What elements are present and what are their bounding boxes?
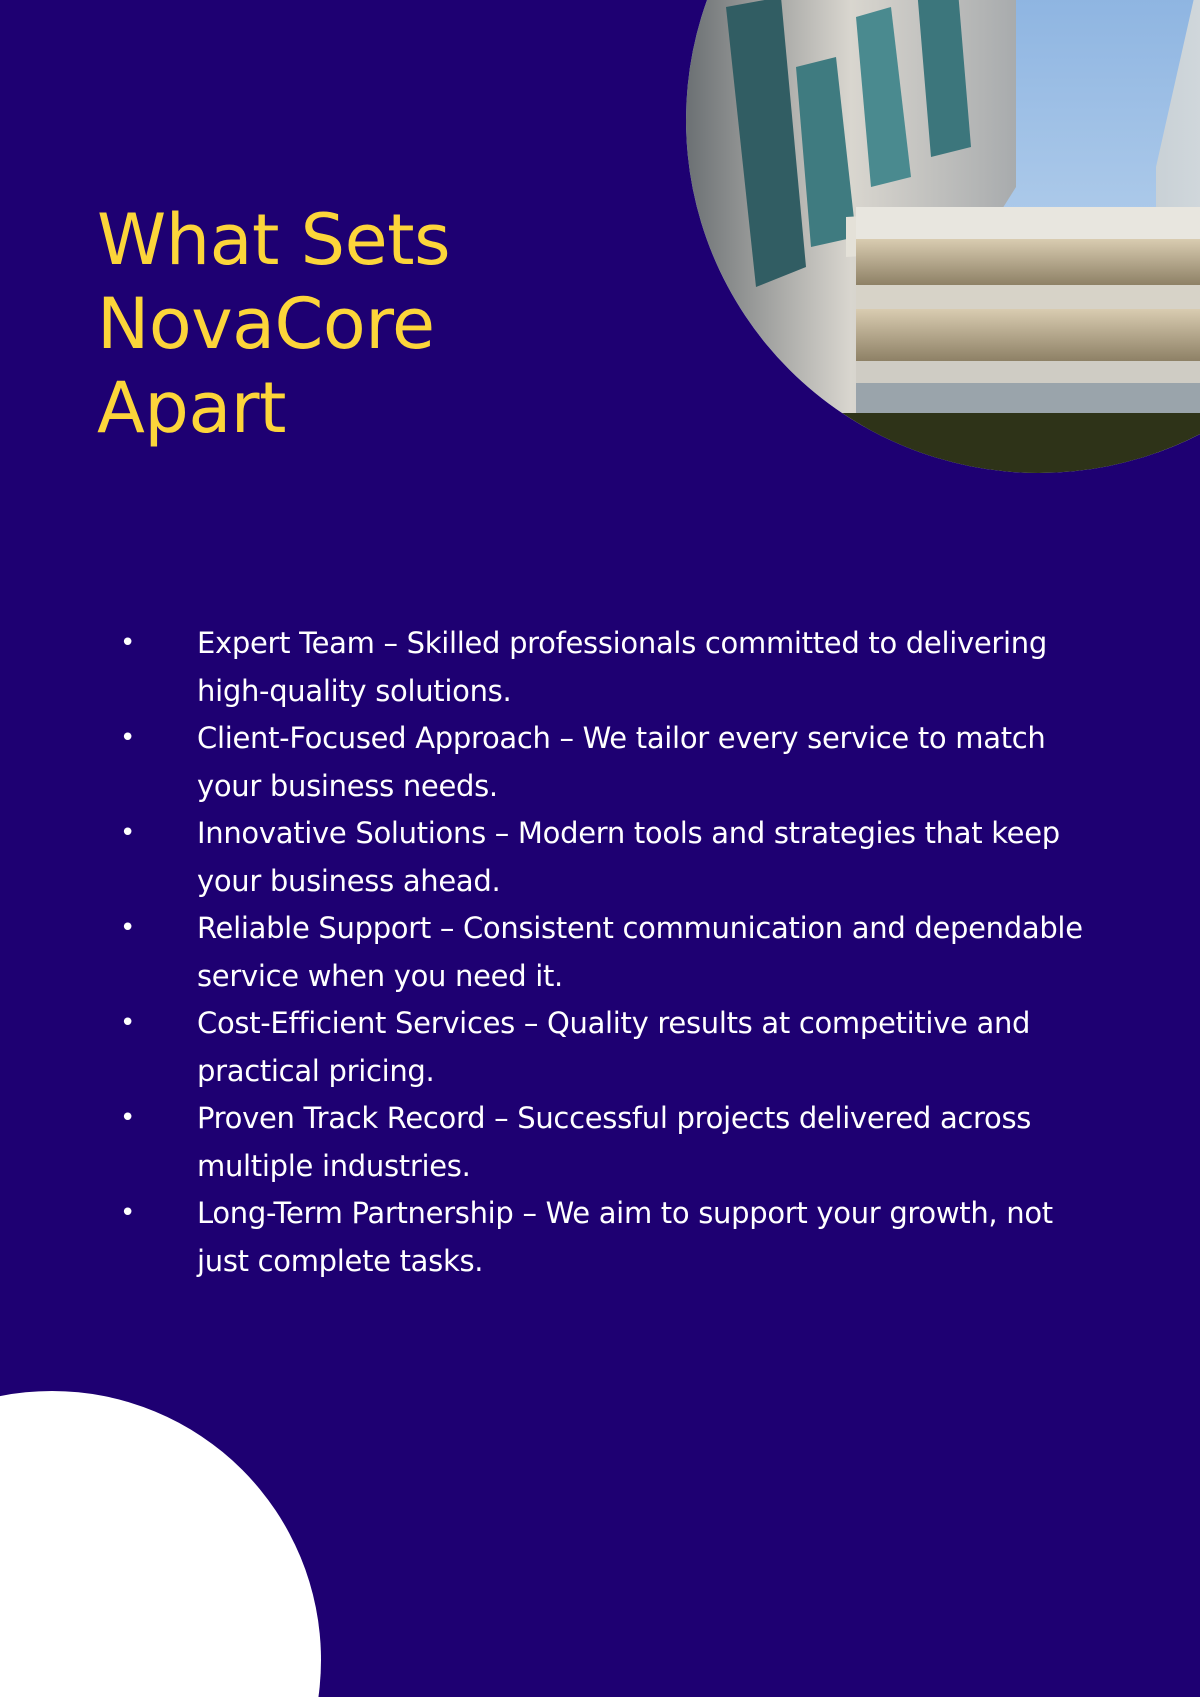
bullet-icon: •	[120, 818, 136, 848]
list-item	[0, 1095, 1097, 1190]
page-title: What Sets NovaCore Apart	[97, 199, 451, 449]
bullet-icon: •	[120, 1008, 136, 1038]
feature-text: Expert Team – Skilled professionals committed to delivering high-quality solutions.	[197, 626, 1047, 708]
feature-text: Client-Focused Approach – We tailor every service to match your business needs.	[197, 721, 1046, 803]
building-photo	[686, 0, 1200, 473]
feature-text: Innovative Solutions – Modern tools and strategies that keep your business ahead.	[197, 816, 1060, 898]
bullet-icon: •	[120, 1198, 136, 1228]
feature-text: Reliable Support – Consistent communication and dependable service when you need it.	[197, 911, 1083, 993]
bullet-icon: •	[120, 1103, 136, 1133]
feature-text: Proven Track Record – Successful projects delivered across multiple industries.	[197, 1101, 1032, 1183]
feature-text: Cost-Efficient Services – Quality results at competitive and practical pricing.	[197, 1006, 1031, 1088]
decorative-circle	[0, 1391, 321, 1697]
list-item	[0, 715, 1097, 810]
feature-list	[0, 620, 1200, 1285]
bullet-icon: •	[120, 628, 136, 658]
feature-text: Long-Term Partnership – We aim to support your growth, not just complete tasks.	[197, 1196, 1053, 1278]
list-item	[0, 620, 1097, 715]
list-item	[0, 810, 1097, 905]
bullet-icon: •	[120, 913, 136, 943]
list-item	[0, 1190, 1097, 1285]
list-item	[0, 1000, 1097, 1095]
list-item	[0, 905, 1097, 1000]
bullet-icon: •	[120, 723, 136, 753]
